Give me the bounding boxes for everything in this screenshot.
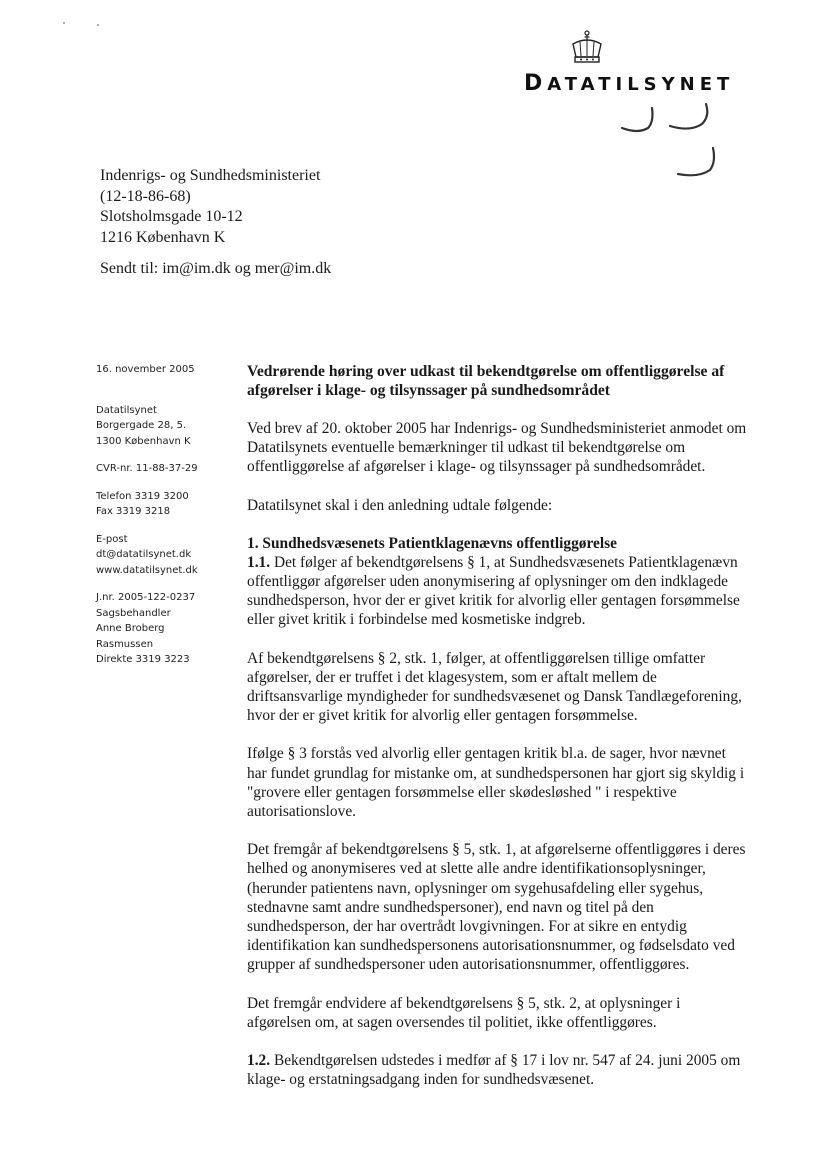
section-1-2-paragraph	[247, 1051, 747, 1089]
section-number: 1.2.	[247, 1052, 271, 1070]
letter-date: 16. november 2005	[96, 364, 195, 375]
section-heading: 1. Sundhedsvæsenets Patientklagenævns offentliggørelse	[247, 534, 617, 552]
journal-number: J.nr. 2005-122-0237	[96, 592, 196, 603]
direct-phone: Direkte 3319 3223	[96, 654, 190, 665]
case-officer-name: Rasmussen	[96, 638, 154, 650]
section-number: 1.1.	[247, 553, 271, 571]
subject-heading: Vedrørende høring over udkast til bekendtgørelse om offentliggørelse af afgørelser i klage- og tilsynssager på sundhedsområdet	[247, 363, 725, 399]
recipient-line: (12-18-86-68)	[100, 187, 191, 205]
handwritten-initials	[618, 100, 728, 182]
case-officer-label: Sagsbehandler	[96, 607, 171, 619]
email-label: E-post	[96, 533, 128, 545]
sent-to-line: Sendt til: im@im.dk og mer@im.dk	[100, 260, 332, 277]
intro-paragraph: Ved brev af 20. oktober 2005 har Indenrigs- og Sundhedsministeriet anmodet om Datatilsynets eventuelle bemærkninger til udkast til bekendtgørelse om offentliggørelse af afgørelser i klage- og tilsynssager på sundhedsområdet.	[247, 420, 747, 476]
sender-city: 1300 København K	[96, 435, 191, 447]
recipient-line: Slotsholmsgade 10-12	[100, 208, 243, 225]
paragraph: Ifølge § 3 forstås ved alvorlig eller gentagen kritik bl.a. de sager, hvor nævnet har fundet grundlag for mistanke om, at sundhedspersonen har gjort sig skyldig i "grovere eller gentagen forsømmelse eller skødesløshed " i respektive autorisationslove.	[247, 745, 745, 821]
recipient-line: Indenrigs- og Sundhedsministeriet	[100, 167, 321, 184]
sender-org: Datatilsynet	[96, 404, 157, 416]
organization-logo: DATATILSYNET	[524, 71, 735, 96]
sender-street: Borgergade 28, 5.	[96, 420, 187, 431]
section-text: Det følger af bekendtgørelsens § 1, at Sundhedsvæsenets Patientklagenævn offentliggør afgørelser uden anonymisering af oplysninger om den indklagede sundhedsperson, hvor der er givet kritik for alvorlig eller gentagen forsømmelse eller givet kritik i forbindelse med kosmetiske indgreb.	[247, 553, 740, 629]
recipient-line: 1216 København K	[100, 228, 226, 246]
website: www.datatilsynet.dk	[96, 564, 198, 576]
paragraph: Det fremgår af bekendtgørelsens § 5, stk. 1, at afgørelserne offentliggøres i deres helhed og anonymiseres ved at slette alle andre identifikationsoplysninger, (herunder patientens navn, oplysninger om sygehusafdeling eller sygehus, stednavne samt andre sundhedspersoner), end navn og titel på den sundhedsperson, der har overtrådt lovgivningen. For at sikre en entydig identifikation kan sundhedspersonens autorisationsnummer, og fødselsdato ved grupper af sundhedspersoner uden autorisationsnummer, offentliggøres.	[247, 841, 746, 974]
paragraph: Af bekendtgørelsens § 2, stk. 1, følger, at offentliggørelsen tillige omfatter afgørelser, der er truffet i det klagesystem, som er aftalt mellem de driftsansvarlige myndigheder for sundhedsvæsenet og Dansk Tandlægeforening, hvor der er givet kritik for alvorlig eller gentagen forsømmelse.	[247, 649, 742, 725]
case-officer-name: Anne Broberg	[96, 623, 165, 634]
crown-icon	[567, 30, 607, 66]
email-address: dt@datatilsynet.dk	[96, 549, 192, 560]
scan-speck	[97, 24, 99, 26]
letter-body	[247, 362, 747, 1089]
recipient-address	[100, 166, 320, 248]
section-1-1-paragraph	[247, 553, 747, 630]
section-text: Bekendtgørelsen udstedes i medfør af § 17 i lov nr. 547 af 24. juni 2005 om klage- og erstatningsadgang inden for sundhedsvæsenet.	[247, 1052, 741, 1089]
statement-paragraph: Datatilsynet skal i den anledning udtale følgende:	[247, 496, 553, 514]
cvr-number: CVR-nr. 11-88-37-29	[96, 463, 198, 474]
telephone: Telefon 3319 3200	[96, 490, 189, 502]
paragraph: Det fremgår endvidere af bekendtgørelsens § 5, stk. 2, at oplysninger i afgørelsen om, at sagen oversendes til politiet, ikke offentliggøres.	[247, 994, 681, 1031]
sender-sidebar	[96, 362, 236, 680]
scan-speck	[63, 22, 65, 24]
fax: Fax 3319 3218	[96, 506, 171, 517]
